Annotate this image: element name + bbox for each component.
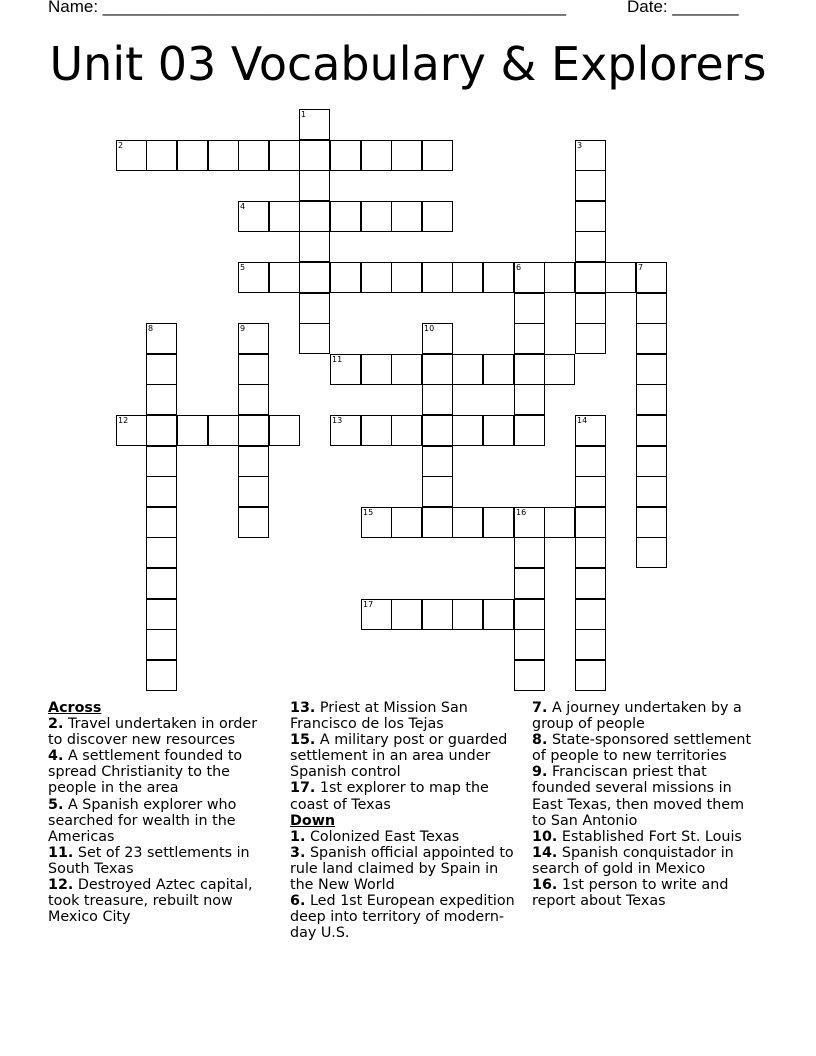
crossword-cell[interactable] <box>514 629 545 660</box>
clue-text: A journey undertaken by a group of people <box>532 700 742 733</box>
crossword-cell[interactable] <box>299 109 330 140</box>
clue-text: Established Fort St. Louis <box>561 828 742 845</box>
crossword-cell[interactable] <box>636 354 667 385</box>
crossword-cell[interactable] <box>452 507 483 538</box>
clue-number: 5. <box>48 796 64 813</box>
cell-number: 14 <box>577 416 588 425</box>
crossword-cell[interactable] <box>391 415 422 446</box>
clue-across-13 <box>290 700 526 732</box>
crossword-cell[interactable] <box>269 201 300 232</box>
crossword-cell[interactable] <box>422 599 453 630</box>
crossword-cell[interactable] <box>330 354 361 385</box>
down-heading: Down <box>290 812 336 829</box>
crossword-cell[interactable] <box>238 323 269 354</box>
crossword-cell[interactable] <box>575 323 606 354</box>
crossword-cell[interactable] <box>636 507 667 538</box>
cell-number: 6 <box>516 263 522 272</box>
crossword-cell[interactable] <box>238 262 269 293</box>
cell-number: 9 <box>240 324 246 333</box>
clue-column-3 <box>532 700 754 909</box>
cell-number: 4 <box>240 202 246 211</box>
crossword-cell[interactable] <box>238 415 269 446</box>
clue-number: 8. <box>532 732 548 749</box>
clue-number: 4. <box>48 748 64 765</box>
clue-number: 17. <box>290 780 316 797</box>
crossword-cell[interactable] <box>575 231 606 262</box>
crossword-cell[interactable] <box>575 446 606 477</box>
crossword-cell[interactable] <box>514 293 545 324</box>
crossword-cell[interactable] <box>483 354 514 385</box>
crossword-cell[interactable] <box>146 476 177 507</box>
crossword-cell[interactable] <box>636 537 667 568</box>
crossword-cell[interactable] <box>146 354 177 385</box>
clue-down-9 <box>532 764 754 828</box>
crossword-cell[interactable] <box>330 415 361 446</box>
crossword-cell[interactable] <box>269 415 300 446</box>
crossword-cell[interactable] <box>238 354 269 385</box>
crossword-cell[interactable] <box>636 415 667 446</box>
cell-number: 1 <box>301 110 307 119</box>
crossword-cell[interactable] <box>361 140 392 171</box>
clue-text: Priest at Mission San Francisco de los Tejas <box>290 700 468 733</box>
crossword-cell[interactable] <box>422 415 453 446</box>
crossword-cell[interactable] <box>391 599 422 630</box>
crossword-cell[interactable] <box>299 140 330 171</box>
crossword-cell[interactable] <box>269 140 300 171</box>
crossword-cell[interactable] <box>177 415 208 446</box>
crossword-cell[interactable] <box>422 323 453 354</box>
crossword-cell[interactable] <box>299 231 330 262</box>
crossword-cell[interactable] <box>636 323 667 354</box>
crossword-cell[interactable] <box>514 415 545 446</box>
crossword-cell[interactable] <box>575 415 606 446</box>
clue-number: 3. <box>290 844 306 861</box>
crossword-cell[interactable] <box>636 384 667 415</box>
clue-number: 14. <box>532 844 558 861</box>
crossword-cell[interactable] <box>575 476 606 507</box>
crossword-cell[interactable] <box>238 140 269 171</box>
crossword-cell[interactable] <box>116 140 147 171</box>
clue-text: Set of 23 settlements in South Texas <box>48 844 250 877</box>
crossword-cell[interactable] <box>269 262 300 293</box>
crossword-cell[interactable] <box>146 599 177 630</box>
clue-text: Franciscan priest that founded several missions in East Texas, then moved them to San Antonio <box>532 764 745 829</box>
crossword-cell[interactable] <box>575 262 606 293</box>
clue-number: 15. <box>290 732 316 749</box>
clue-down-3 <box>290 845 526 893</box>
crossword-cell[interactable] <box>238 201 269 232</box>
cell-number: 5 <box>240 263 246 272</box>
crossword-cell[interactable] <box>636 446 667 477</box>
crossword-cell[interactable] <box>391 262 422 293</box>
crossword-cell[interactable] <box>361 354 392 385</box>
crossword-cell[interactable] <box>361 415 392 446</box>
crossword-cell[interactable] <box>575 599 606 630</box>
clue-down-6 <box>290 893 526 941</box>
crossword-cell[interactable] <box>299 323 330 354</box>
clue-number: 6. <box>290 893 306 910</box>
crossword-cell[interactable] <box>452 354 483 385</box>
crossword-cell[interactable] <box>514 354 545 385</box>
clue-across-4 <box>48 748 273 796</box>
crossword-cell[interactable] <box>299 201 330 232</box>
clue-text: State-sponsored settlement of people to new territories <box>532 732 752 765</box>
clue-number: 16. <box>532 877 558 894</box>
crossword-cell[interactable] <box>422 201 453 232</box>
crossword-cell[interactable] <box>146 415 177 446</box>
crossword-cell[interactable] <box>422 262 453 293</box>
clue-number: 2. <box>48 716 64 733</box>
crossword-cell[interactable] <box>146 323 177 354</box>
crossword-cell[interactable] <box>177 140 208 171</box>
clue-number: 1. <box>290 828 306 845</box>
crossword-cell[interactable] <box>146 507 177 538</box>
crossword-cell[interactable] <box>422 446 453 477</box>
clue-text: 1st explorer to map the coast of Texas <box>290 780 489 813</box>
crossword-cell[interactable] <box>514 537 545 568</box>
crossword-cell[interactable] <box>208 415 239 446</box>
clue-down-7 <box>532 700 754 732</box>
crossword-cell[interactable] <box>483 599 514 630</box>
crossword-cell[interactable] <box>146 629 177 660</box>
crossword-cell[interactable] <box>636 262 667 293</box>
crossword-cell[interactable] <box>146 660 177 691</box>
clue-text: Spanish official appointed to rule land claimed by Spain in the New World <box>290 844 514 894</box>
crossword-cell[interactable] <box>299 262 330 293</box>
cell-number: 10 <box>424 324 435 333</box>
clue-column-1 <box>48 700 273 925</box>
crossword-cell[interactable] <box>483 507 514 538</box>
crossword-cell[interactable] <box>452 415 483 446</box>
crossword-cell[interactable] <box>330 201 361 232</box>
across-heading: Across <box>48 700 102 716</box>
crossword-cell[interactable] <box>422 384 453 415</box>
crossword-cell[interactable] <box>330 262 361 293</box>
name-field[interactable]: Name: _________________________________________________ <box>48 0 567 16</box>
clue-down-1 <box>290 829 526 845</box>
clue-text: 1st person to write and report about Texas <box>532 877 729 910</box>
cell-number: 7 <box>638 263 644 272</box>
crossword-cell[interactable] <box>575 201 606 232</box>
crossword-cell[interactable] <box>146 568 177 599</box>
crossword-cell[interactable] <box>483 415 514 446</box>
crossword-cell[interactable] <box>361 507 392 538</box>
crossword-cell[interactable] <box>605 262 636 293</box>
page-title: Unit 03 Vocabulary & Explorers <box>49 37 767 91</box>
crossword-cell[interactable] <box>514 568 545 599</box>
crossword-cell[interactable] <box>544 507 575 538</box>
clue-text: Led 1st European expedition deep into territory of modern-day U.S. <box>290 893 515 942</box>
crossword-cell[interactable] <box>208 140 239 171</box>
clue-across-5 <box>48 797 273 845</box>
clue-across-15 <box>290 732 526 780</box>
crossword-cell[interactable] <box>636 476 667 507</box>
crossword-cell[interactable] <box>575 170 606 201</box>
crossword-cell[interactable] <box>452 599 483 630</box>
cell-number: 3 <box>577 141 583 150</box>
crossword-cell[interactable] <box>636 293 667 324</box>
clue-across-17 <box>290 780 526 812</box>
clue-down-16 <box>532 877 754 909</box>
crossword-cell[interactable] <box>330 140 361 171</box>
clue-number: 11. <box>48 844 74 861</box>
crossword-cell[interactable] <box>146 384 177 415</box>
crossword-cell[interactable] <box>575 537 606 568</box>
crossword-cell[interactable] <box>422 476 453 507</box>
crossword-cell[interactable] <box>361 599 392 630</box>
clue-across-11 <box>48 845 273 877</box>
crossword-cell[interactable] <box>514 660 545 691</box>
crossword-cell[interactable] <box>238 384 269 415</box>
clue-column-2 <box>290 700 526 941</box>
crossword-cell[interactable] <box>422 507 453 538</box>
clue-text: A Spanish explorer who searched for wealth in the Americas <box>48 796 237 845</box>
crossword-cell[interactable] <box>575 140 606 171</box>
cell-number: 15 <box>363 508 374 517</box>
crossword-cell[interactable] <box>422 354 453 385</box>
crossword-cell[interactable] <box>361 201 392 232</box>
crossword-cell[interactable] <box>299 170 330 201</box>
cell-number: 2 <box>118 141 124 150</box>
crossword-cell[interactable] <box>514 507 545 538</box>
crossword-cell[interactable] <box>544 262 575 293</box>
cell-number: 13 <box>332 416 343 425</box>
crossword-cell[interactable] <box>422 140 453 171</box>
crossword-cell[interactable] <box>146 140 177 171</box>
clue-down-14 <box>532 845 754 877</box>
crossword-cell[interactable] <box>361 262 392 293</box>
crossword-cell[interactable] <box>238 476 269 507</box>
crossword-cell[interactable] <box>391 507 422 538</box>
crossword-cell[interactable] <box>452 262 483 293</box>
cell-number: 16 <box>516 508 527 517</box>
crossword-cell[interactable] <box>575 568 606 599</box>
crossword-cell[interactable] <box>575 660 606 691</box>
crossword-cell[interactable] <box>238 507 269 538</box>
clue-text: Destroyed Aztec capital, took treasure, rebuilt now Mexico City <box>48 877 253 926</box>
crossword-cell[interactable] <box>575 507 606 538</box>
crossword-cell[interactable] <box>514 262 545 293</box>
date-field[interactable]: Date: _______ <box>627 0 739 16</box>
clue-number: 7. <box>532 700 548 716</box>
clue-down-8 <box>532 732 754 764</box>
clue-text: Colonized East Texas <box>309 828 460 845</box>
clue-number: 9. <box>532 764 548 781</box>
crossword-cell[interactable] <box>391 354 422 385</box>
clue-down-10 <box>532 829 754 845</box>
clue-number: 13. <box>290 700 316 716</box>
cell-number: 8 <box>148 324 154 333</box>
crossword-cell[interactable] <box>391 201 422 232</box>
clue-number: 10. <box>532 828 558 845</box>
crossword-cell[interactable] <box>146 446 177 477</box>
clue-across-2 <box>48 716 273 748</box>
crossword-cell[interactable] <box>299 293 330 324</box>
crossword-cell[interactable] <box>483 262 514 293</box>
crossword-cell[interactable] <box>514 384 545 415</box>
crossword-cell[interactable] <box>238 446 269 477</box>
clue-text: A military post or guarded settlement in an area under Spanish control <box>290 732 508 781</box>
crossword-cell[interactable] <box>146 537 177 568</box>
crossword-cell[interactable] <box>116 415 147 446</box>
crossword-cell[interactable] <box>514 599 545 630</box>
clue-across-12 <box>48 877 273 925</box>
crossword-cell[interactable] <box>575 293 606 324</box>
clue-text: Travel undertaken in order to discover new resources <box>48 716 258 749</box>
crossword-cell[interactable] <box>391 140 422 171</box>
crossword-cell[interactable] <box>575 629 606 660</box>
crossword-cell[interactable] <box>514 323 545 354</box>
crossword-cell[interactable] <box>544 354 575 385</box>
cell-number: 12 <box>118 416 129 425</box>
clue-text: A settlement founded to spread Christianity to the people in the area <box>48 748 243 797</box>
clue-text: Spanish conquistador in search of gold in Mexico <box>532 844 734 877</box>
clue-number: 12. <box>48 877 74 894</box>
cell-number: 11 <box>332 355 343 364</box>
cell-number: 17 <box>363 600 374 609</box>
